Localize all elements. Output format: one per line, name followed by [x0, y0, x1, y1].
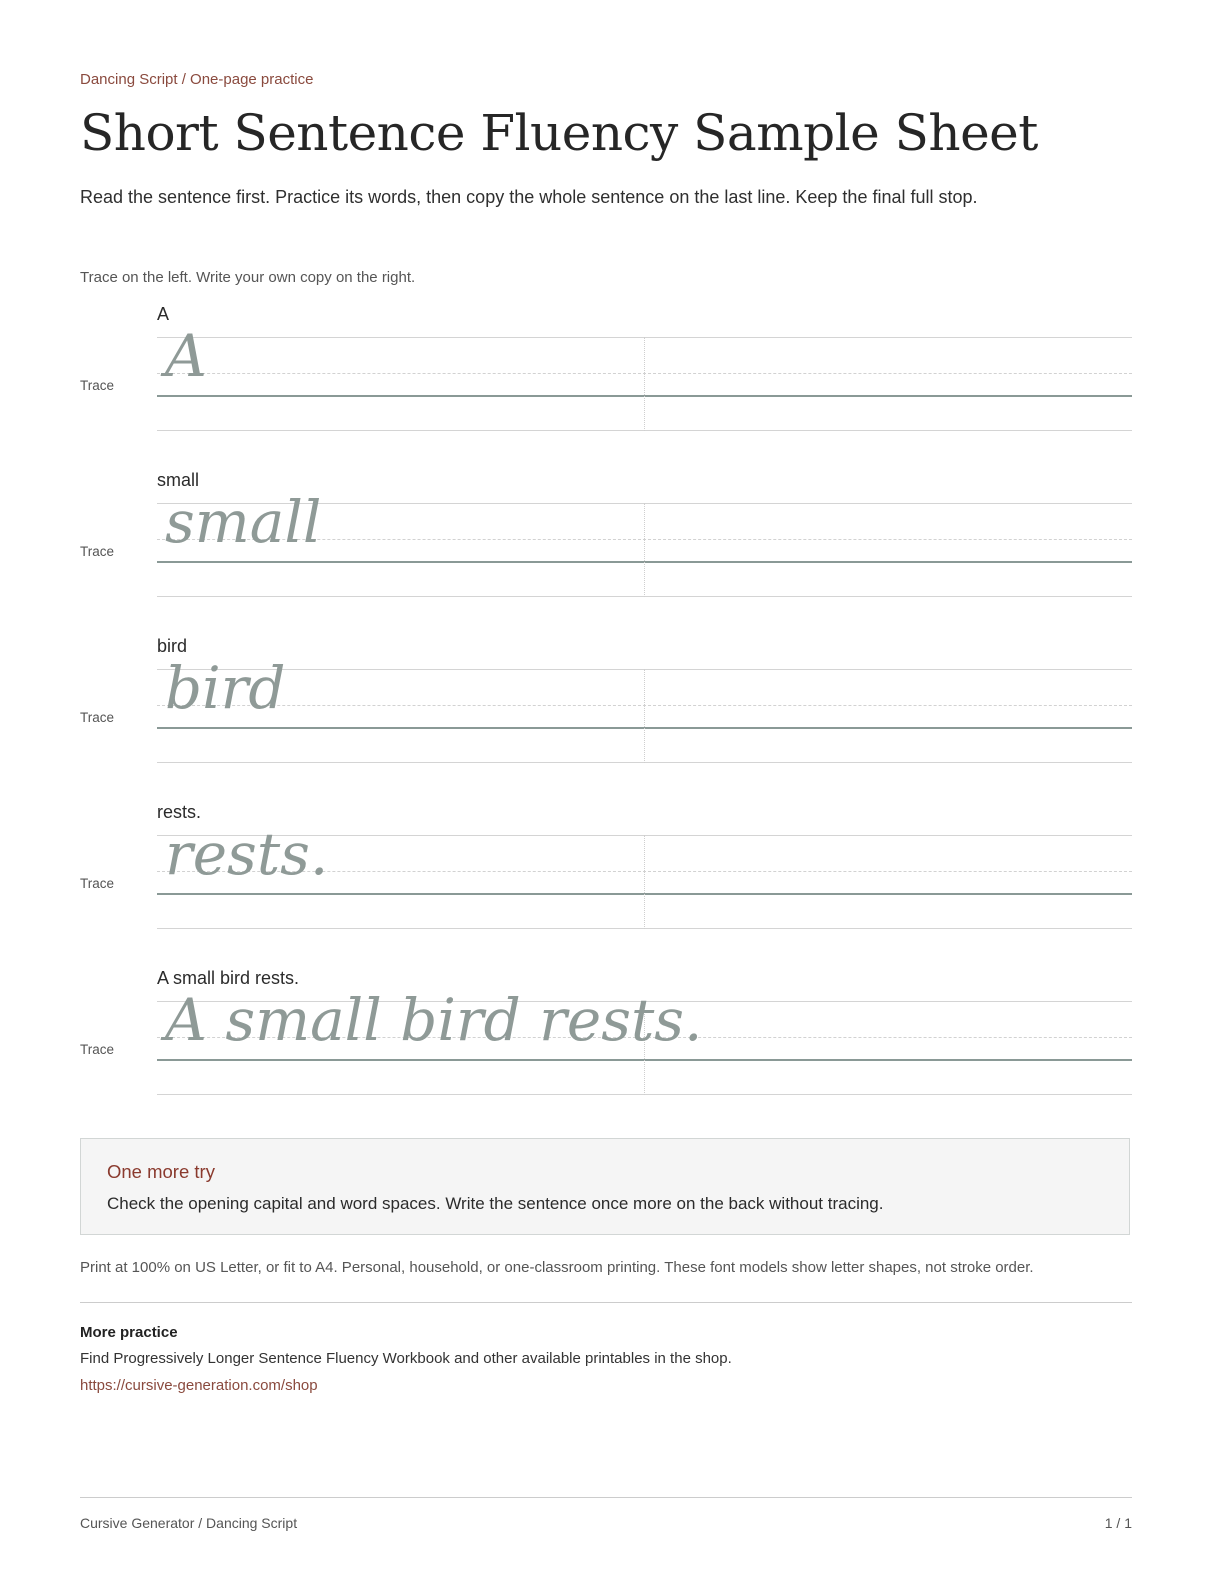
print-note: Print at 100% on US Letter, or fit to A4. Personal, household, or one-classroom printing. These font models show letter shapes, not stroke order.: [80, 1259, 1034, 1276]
trace-tag: Trace: [80, 710, 115, 725]
guideline-box: [157, 488, 1132, 597]
guideline-box: [157, 654, 1132, 763]
section-divider: [80, 1302, 1132, 1303]
word-label: A: [157, 304, 170, 324]
trace-word: small: [165, 488, 322, 556]
guideline-box: [157, 820, 1132, 929]
more-practice-text: Find Progressively Longer Sentence Fluency Workbook and other available printables in the shop.: [80, 1350, 732, 1367]
page-number: 1 / 1: [1104, 1515, 1132, 1531]
practice-row-rests: [80, 802, 1132, 962]
practice-row-small: [80, 470, 1132, 630]
word-label: small: [157, 470, 200, 490]
practice-row-a: [80, 304, 1132, 464]
one-more-try-callout: [80, 1138, 1130, 1235]
trace-tag: Trace: [80, 544, 115, 559]
copy-writing-area[interactable]: [647, 503, 1132, 597]
footer-source: Cursive Generator / Dancing Script: [80, 1515, 298, 1531]
trace-word: bird: [165, 654, 286, 722]
worksheet-page: [80, 0, 1132, 1584]
practice-row-sentence: [80, 968, 1132, 1128]
word-label: A small bird rests.: [157, 968, 300, 988]
trace-tag: Trace: [80, 876, 115, 891]
trace-word: A small bird rests.: [165, 986, 703, 1054]
word-label: bird: [157, 636, 188, 656]
trace-tag: Trace: [80, 1042, 115, 1057]
trace-instruction: Trace on the left. Write your own copy on the right.: [80, 269, 416, 286]
footer-divider: [80, 1497, 1132, 1498]
copy-writing-area[interactable]: [647, 669, 1132, 763]
trace-copy-divider: [644, 503, 645, 597]
callout-title: One more try: [107, 1161, 215, 1182]
copy-writing-area[interactable]: [647, 835, 1132, 929]
trace-copy-divider: [644, 337, 645, 431]
shop-link[interactable]: https://cursive-generation.com/shop: [80, 1377, 318, 1394]
more-practice-title: More practice: [80, 1324, 178, 1341]
callout-body: Check the opening capital and word spaces. Write the sentence once more on the back without tracing.: [107, 1194, 884, 1213]
copy-writing-area[interactable]: [647, 337, 1132, 431]
word-label: rests.: [157, 802, 202, 822]
practice-row-bird: [80, 636, 1132, 796]
trace-copy-divider: [644, 835, 645, 929]
page-title: Short Sentence Fluency Sample Sheet: [80, 104, 1038, 162]
guideline-box: [157, 986, 1132, 1095]
trace-word: A: [165, 322, 207, 390]
trace-copy-divider: [644, 669, 645, 763]
copy-writing-area[interactable]: [647, 1001, 1132, 1095]
intro-text: Read the sentence first. Practice its words, then copy the whole sentence on the last line. Keep the final full stop.: [80, 187, 978, 207]
breadcrumb: Dancing Script / One-page practice: [80, 71, 314, 88]
guideline-box: [157, 322, 1132, 431]
trace-tag: Trace: [80, 378, 115, 393]
trace-word: rests.: [165, 820, 329, 888]
